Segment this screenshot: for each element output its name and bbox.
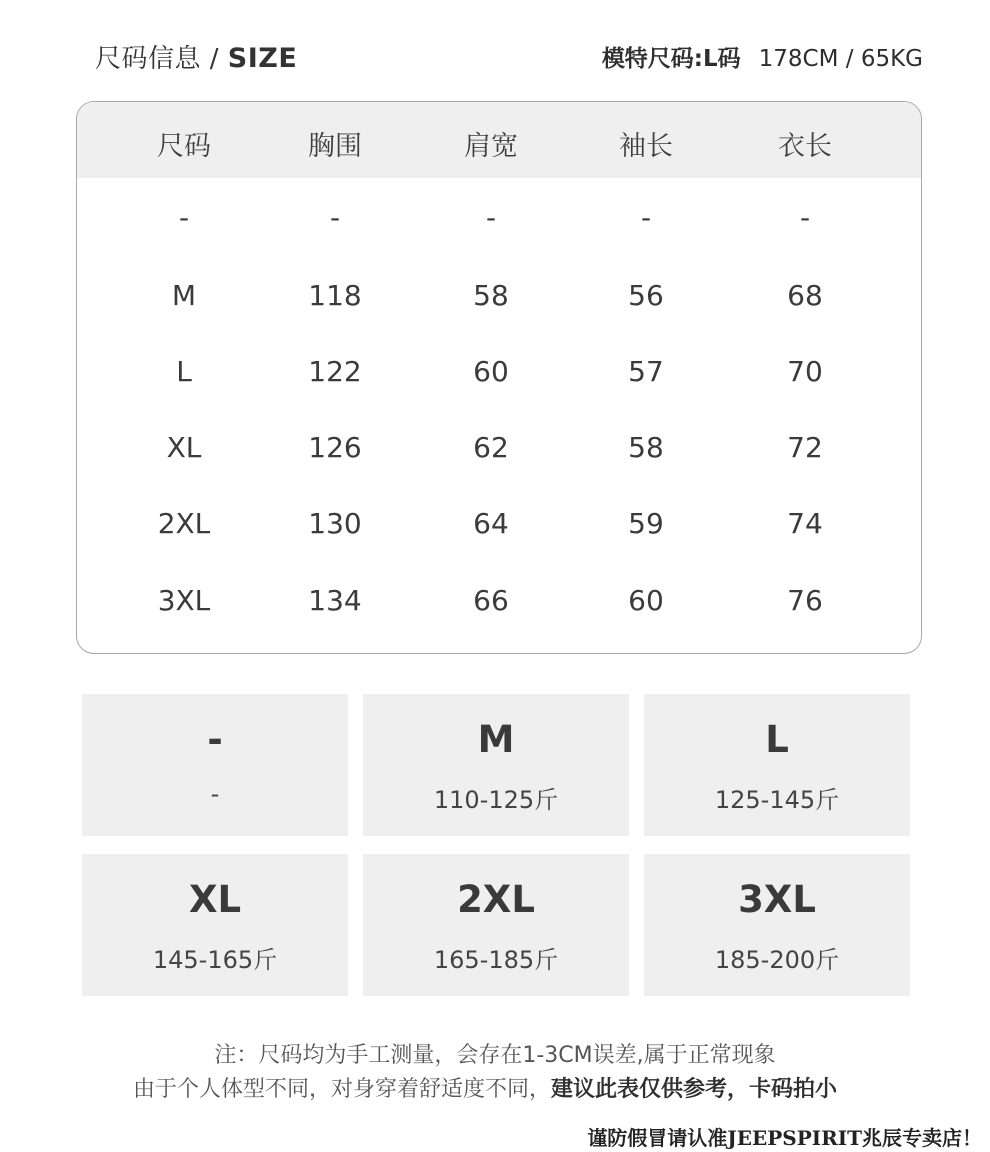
fit-note-bold: 建议此表仅供参考，卡码拍小 bbox=[551, 1077, 838, 1102]
card-weight: 165-185斤 bbox=[433, 946, 559, 974]
table-cell: - bbox=[640, 201, 652, 234]
title-size-word: SIZE bbox=[227, 43, 298, 74]
table-header bbox=[77, 102, 921, 178]
weight-card bbox=[82, 854, 348, 996]
table-cell: 76 bbox=[787, 584, 823, 617]
table-cell: 2XL bbox=[157, 507, 211, 540]
card-weight: - bbox=[210, 780, 220, 808]
model-stats: 178CM / 65KG bbox=[758, 46, 923, 72]
table-cell: L bbox=[176, 355, 192, 388]
table-cell: 70 bbox=[787, 355, 823, 388]
card-size: L bbox=[765, 718, 789, 761]
card-weight: 145-165斤 bbox=[152, 946, 278, 974]
title-prefix: 尺码信息 / bbox=[95, 44, 228, 74]
table-cell: - bbox=[799, 201, 811, 234]
table-cell: 126 bbox=[308, 431, 362, 464]
table-cell: 58 bbox=[473, 279, 509, 312]
size-table bbox=[76, 101, 922, 654]
page-title bbox=[95, 38, 297, 75]
weight-card bbox=[363, 694, 629, 836]
weight-card bbox=[644, 854, 910, 996]
header bbox=[0, 38, 990, 78]
weight-card bbox=[644, 694, 910, 836]
table-cell: 59 bbox=[628, 507, 664, 540]
table-row bbox=[77, 198, 921, 238]
card-weight: 125-145斤 bbox=[714, 786, 840, 814]
column-header: 肩宽 bbox=[464, 131, 518, 162]
fit-note bbox=[0, 1072, 980, 1103]
table-cell: 118 bbox=[308, 279, 362, 312]
table-cell: 56 bbox=[628, 279, 664, 312]
table-row bbox=[77, 276, 921, 316]
table-cell: 62 bbox=[473, 431, 509, 464]
table-cell: 3XL bbox=[157, 584, 211, 617]
card-size: XL bbox=[188, 878, 242, 921]
table-cell: 57 bbox=[628, 355, 664, 388]
table-cell: - bbox=[329, 201, 341, 234]
card-weight: 110-125斤 bbox=[433, 786, 559, 814]
weight-card bbox=[363, 854, 629, 996]
model-info bbox=[602, 40, 923, 73]
card-size: - bbox=[207, 718, 223, 761]
table-row bbox=[77, 504, 921, 544]
table-row bbox=[77, 581, 921, 621]
card-weight: 185-200斤 bbox=[714, 946, 840, 974]
card-size: 2XL bbox=[457, 878, 535, 921]
table-cell: 64 bbox=[473, 507, 509, 540]
table-cell: 130 bbox=[308, 507, 362, 540]
column-header: 胸围 bbox=[308, 131, 362, 162]
weight-card bbox=[82, 694, 348, 836]
table-cell: - bbox=[485, 201, 497, 234]
table-cell: M bbox=[171, 279, 197, 312]
table-cell: - bbox=[178, 201, 190, 234]
table-cell: XL bbox=[166, 431, 202, 464]
card-size: M bbox=[477, 718, 515, 761]
table-cell: 72 bbox=[787, 431, 823, 464]
column-header: 袖长 bbox=[619, 131, 673, 162]
table-row bbox=[77, 428, 921, 468]
table-cell: 60 bbox=[473, 355, 509, 388]
column-header: 衣长 bbox=[778, 131, 832, 162]
column-header: 尺码 bbox=[157, 131, 211, 162]
table-cell: 74 bbox=[787, 507, 823, 540]
table-cell: 60 bbox=[628, 584, 664, 617]
table-cell: 122 bbox=[308, 355, 362, 388]
table-cell: 134 bbox=[308, 584, 362, 617]
table-row bbox=[77, 352, 921, 392]
fit-note-plain: 由于个人体型不同，对身穿着舒适度不同， bbox=[132, 1077, 551, 1102]
table-cell: 66 bbox=[473, 584, 509, 617]
anti-counterfeit-footer: 谨防假冒请认准JEEPSPIRIT兆辰专卖店！ bbox=[587, 1126, 982, 1150]
card-size: 3XL bbox=[738, 878, 816, 921]
measurement-note: 注：尺码均为手工测量，会存在1-3CM误差,属于正常现象 bbox=[214, 1043, 776, 1068]
model-size-label: 模特尺码:L码 bbox=[601, 46, 741, 72]
table-cell: 58 bbox=[628, 431, 664, 464]
table-cell: 68 bbox=[787, 279, 823, 312]
